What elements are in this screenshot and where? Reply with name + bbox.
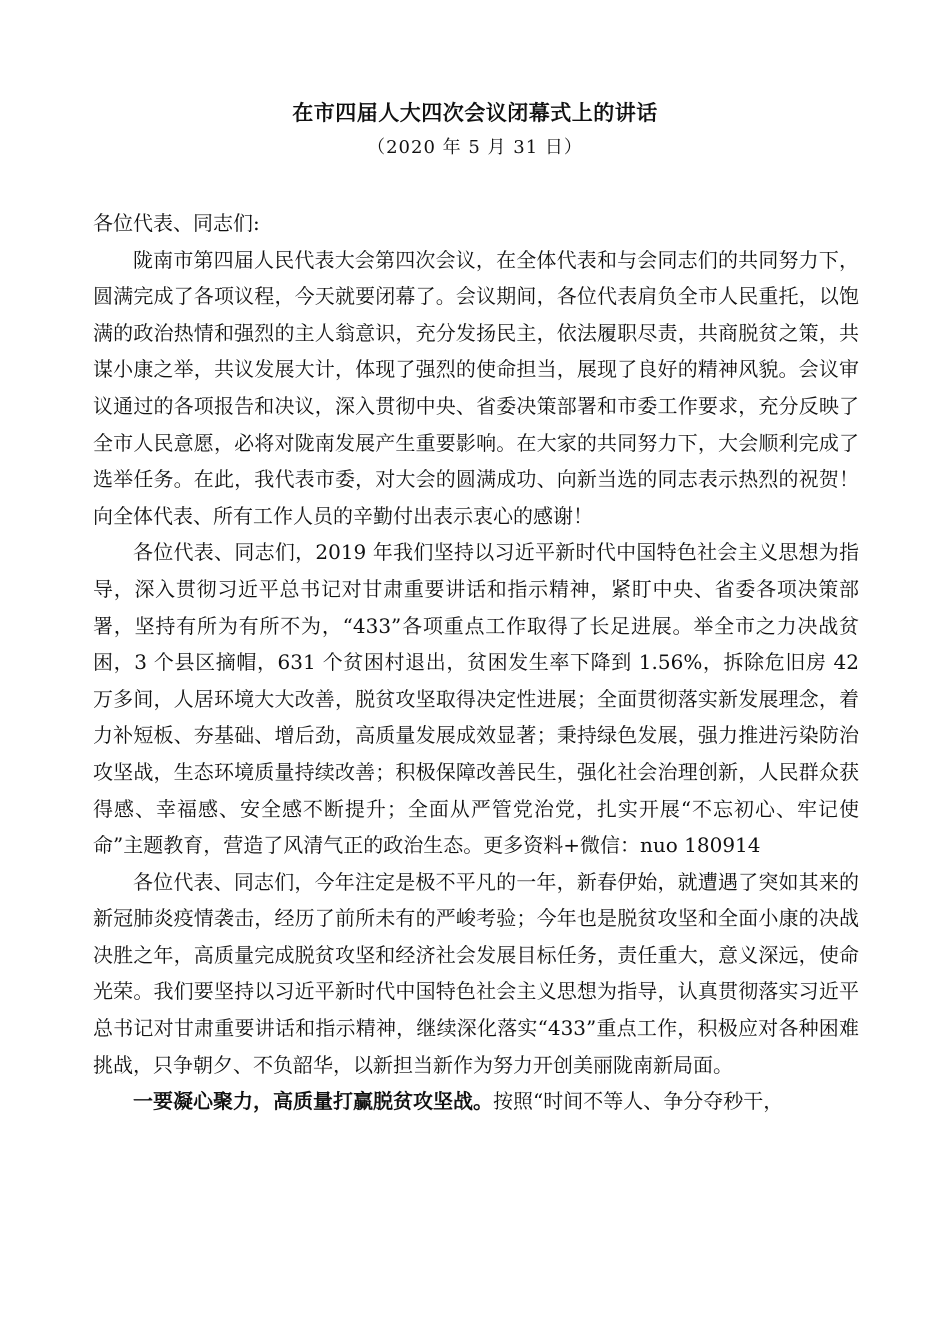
document-title: 在市四届人大四次会议闭幕式上的讲话: [292, 100, 658, 125]
paragraph-3: 各位代表、同志们，今年注定是极不平凡的一年，新春伊始，就遭遇了突如其来的新冠肺炎疫情袭击，经历了前所未有的严峻考验；今年也是脱贫攻坚和全面小康的决战决胜之年，高质量完成脱贫攻坚和经济社会发展目标任务，责任重大，意义深远，使命光荣。我们要坚持以习近平新时代中国特色社会主义思想为指导，认真贯彻落实习近平总书记对甘肃重要讲话和指示精神，继续深化落实“433”重点工作，积极应对各种困难挑战，只争朝夕、不负韶华，以新担当新作为努力开创美丽陇南新局面。: [93, 869, 859, 1077]
document-date: （2020 年 5 月 31 日）: [367, 137, 583, 158]
paragraph-1: 陇南市第四届人民代表大会第四次会议，在全体代表和与会同志们的共同努力下，圆满完成了各项议程，今天就要闭幕了。会议期间，各位代表肩负全市人民重托，以饱满的政治热情和强烈的主人翁意识，充分发扬民主，依法履职尽责，共商脱贫之策，共谋小康之举，共议发展大计，体现了强烈的使命担当，展现了良好的精神风貌。会议审议通过的各项报告和决议，深入贯彻中央、省委决策部署和市委工作要求，充分反映了全市人民意愿，必将对陇南发展产生重要影响。在大家的共同努力下，大会顺利完成了选举任务。在此，我代表市委，对大会的圆满成功、向新当选的同志表示热烈的祝贺！向全体代表、所有工作人员的辛勤付出表示衷心的感谢！: [93, 247, 859, 528]
salutation: 各位代表、同志们:: [93, 211, 260, 235]
paragraph-2: 各位代表、同志们，2019 年我们坚持以习近平新时代中国特色社会主义思想为指导，深入贯彻习近平总书记对甘肃重要讲话和指示精神，紧盯中央、省委各项决策部署，坚持有所为有所不为，“433”各项重点工作取得了长足进展。举全市之力决战贫困，3 个县区摘帽，631 个贫困村退出，贫困发生率下降到 1.56%，拆除危旧房 42 万多间，人居环境大大改善，脱贫攻坚取得决定性进展；全面贯彻落实新发展理念，着力补短板、夯基础、增后劲，高质量发展成效显著；秉持绿色发展，强力推进污染防治攻坚战，生态环境质量持续改善；积极保障改善民生，强化社会治理创新，人民群众获得感、幸福感、安全感不断提升；全面从严管党治党，扎实开展“不忘初心、牢记使命”主题教育，营造了风清气正的政治生态。更多资料+微信：nuo 180914: [93, 540, 859, 858]
document-body: [93, 205, 859, 1120]
paragraph-4: [93, 1083, 859, 1120]
paragraph-4-text: 按照“时间不等人、争分夺秒干，: [493, 1089, 784, 1114]
paragraph-4-lead: 一要凝心聚力，高质量打赢脱贫攻坚战。: [133, 1089, 493, 1114]
